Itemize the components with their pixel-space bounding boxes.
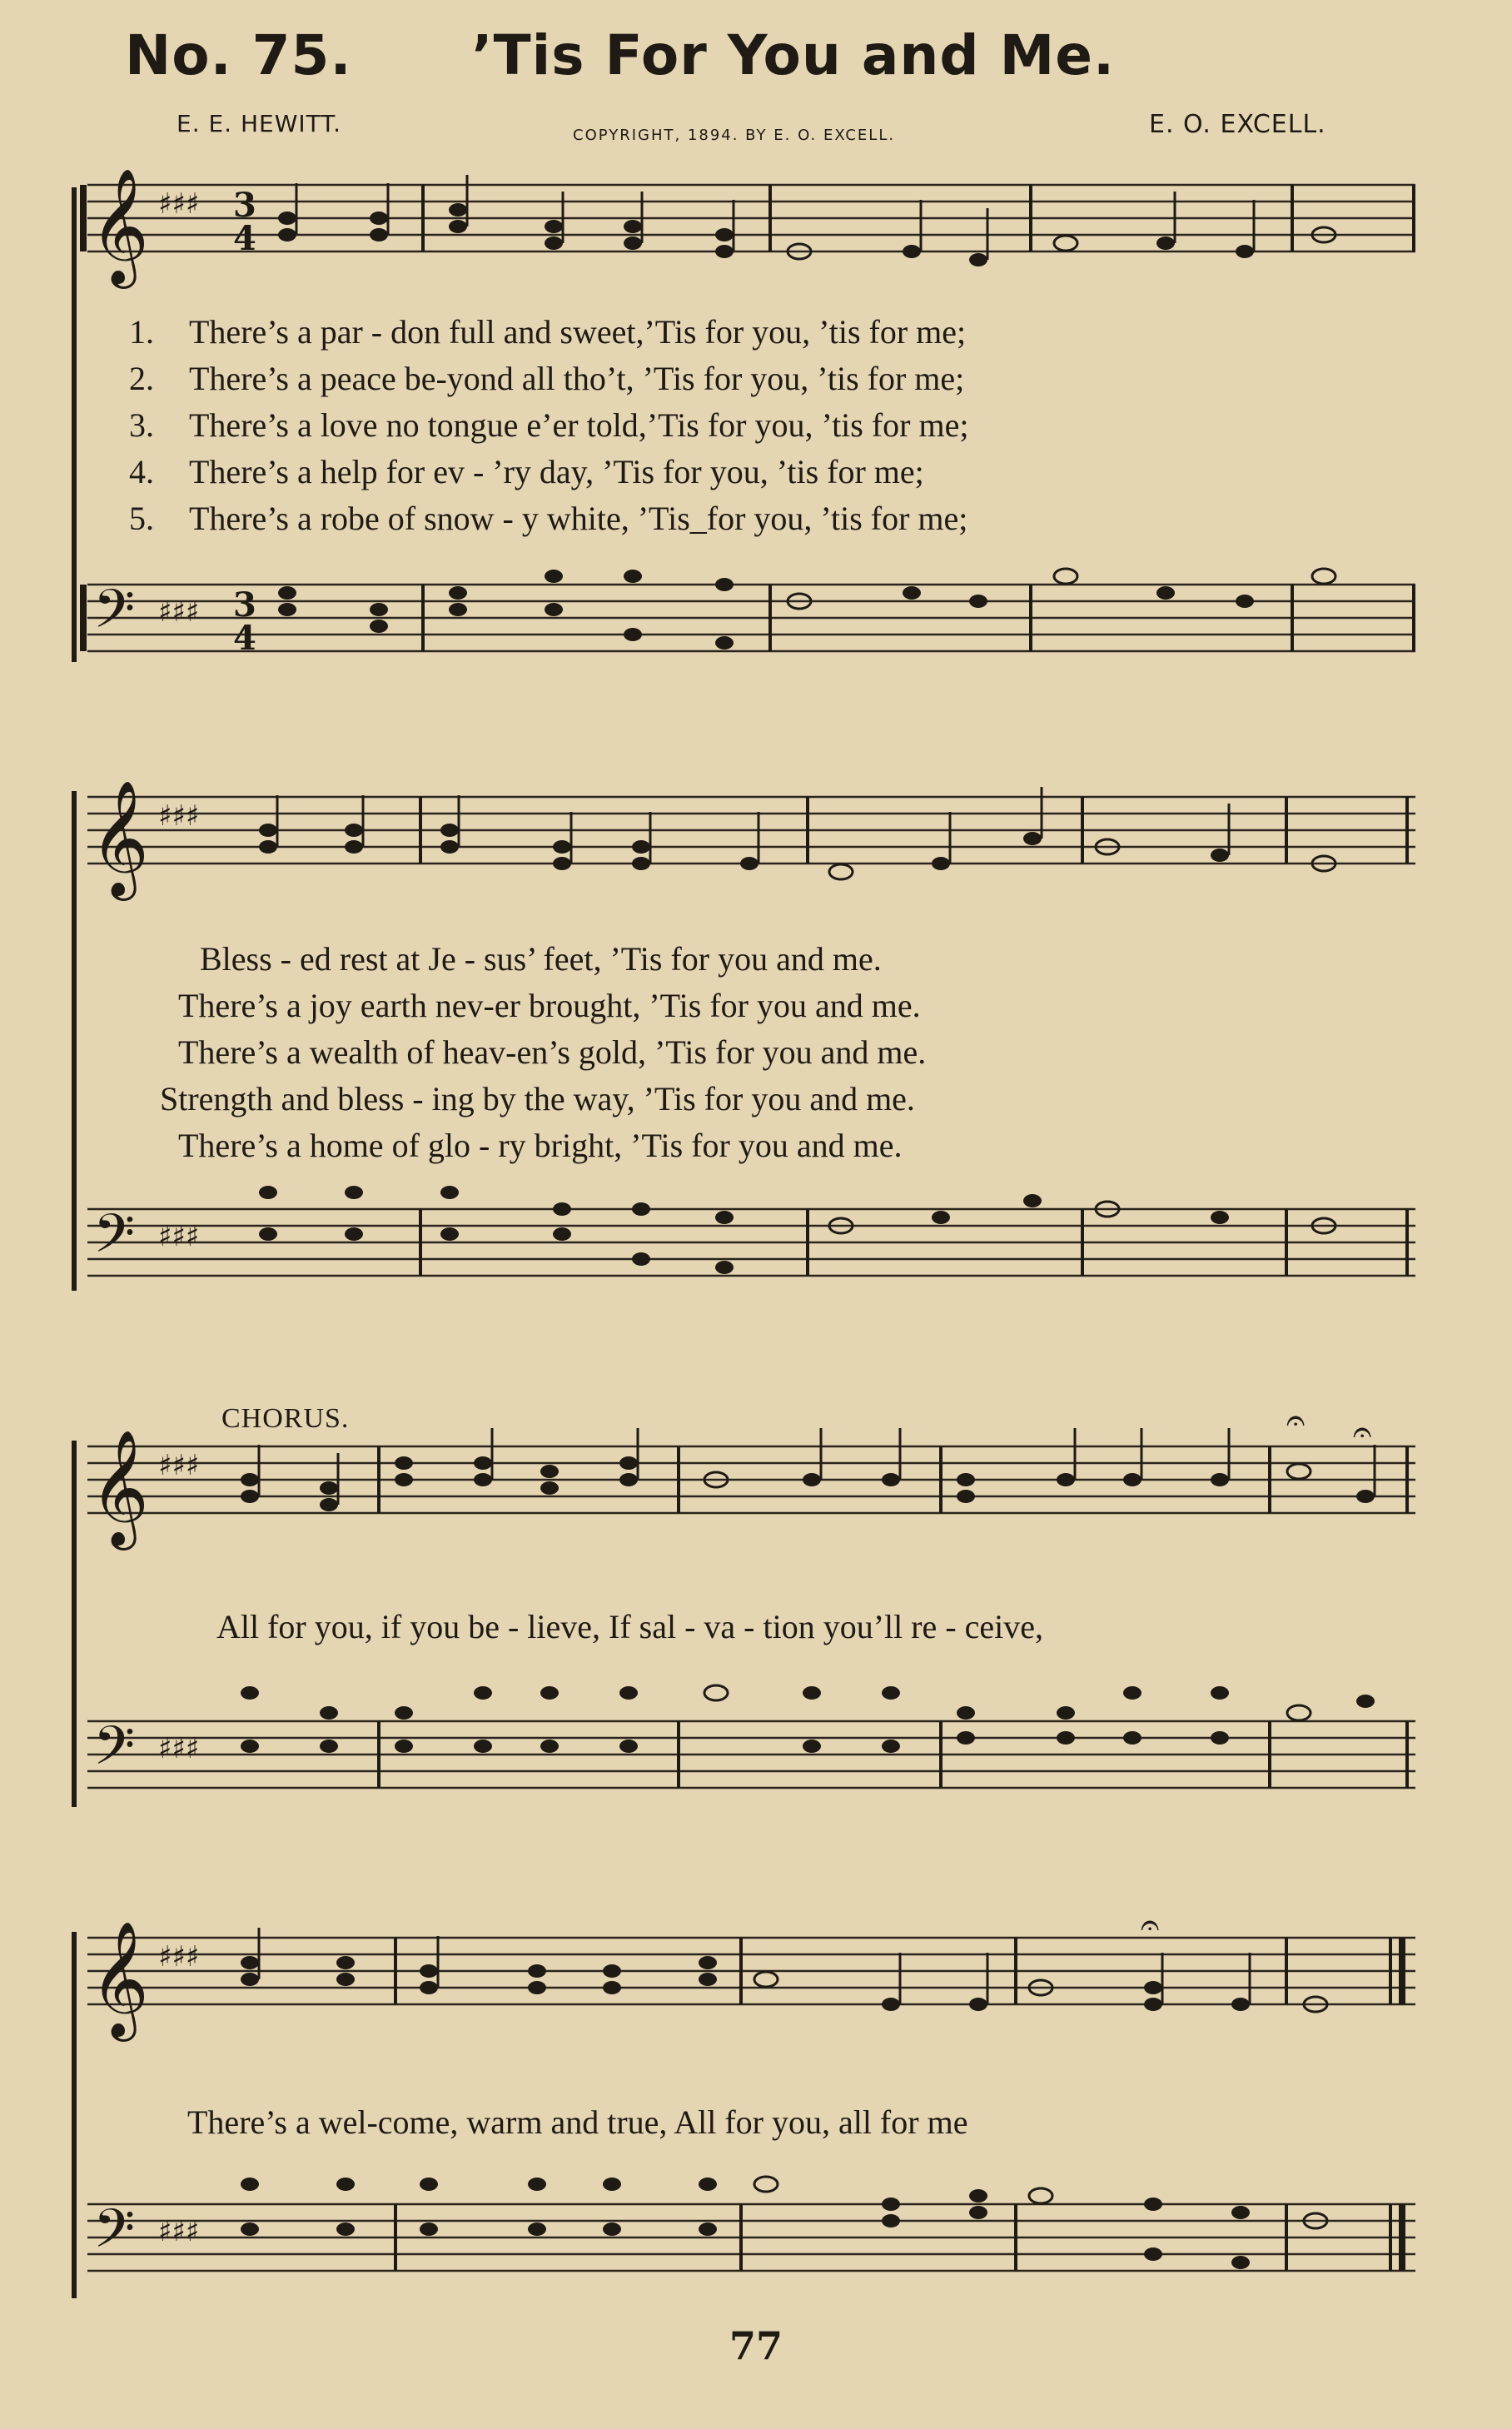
svg-text:♯♯♯: ♯♯♯ [158,1220,200,1253]
verse-line: There’s a home of glo - ry bright, ’Tis for you and me. [178,1127,903,1164]
verse-text: There’s a peace be-yond all tho’t, ’Tis for you, ’tis for me; [189,360,965,397]
treble-staff-1 [0,167,1512,291]
verse-text: There’s a love no tongue e’er told,’Tis for you, ’tis for me; [189,406,969,444]
svg-text:♯♯♯: ♯♯♯ [158,1940,200,1974]
treble-clef-icon: 𝄞 [90,168,149,284]
hymn-number: No. 75. [125,23,352,87]
page-number: 77 [729,2323,783,2368]
verse-line [129,312,966,351]
verse-line [129,359,964,398]
treble-clef-icon: 𝄞 [90,780,149,896]
svg-text:4: 4 [233,619,256,658]
verse-line [129,499,967,538]
svg-text:4: 4 [233,219,256,258]
svg-text:♯♯♯: ♯♯♯ [158,187,200,221]
verse-line [129,406,968,445]
bass-staff-4 [0,2186,1512,2311]
verse-text: There’s a help for ev - ’ry day, ’Tis for you, ’tis for me; [189,453,924,490]
chorus-line: All for you, if you be - lieve, If sal - va - tion you’ll re - ceive, [216,1608,1044,1645]
svg-text:3: 3 [233,186,256,225]
verse-line: There’s a joy earth nev-er brought, ’Tis for you and me. [178,987,921,1024]
svg-text:♯♯♯: ♯♯♯ [158,1732,200,1765]
svg-text:♯♯♯: ♯♯♯ [158,595,200,629]
bass-clef-icon: 𝄢 [93,2198,136,2273]
svg-text:♯♯♯: ♯♯♯ [158,1449,200,1482]
chorus-line: There’s a wel-come, warm and true, All for you, all for me [187,2103,968,2141]
fermata-icon: 𝄐 [1141,1906,1160,1944]
verse-number: 3. [129,406,154,444]
treble-clef-icon: 𝄞 [90,1921,149,2037]
svg-text:♯♯♯: ♯♯♯ [158,2215,200,2248]
svg-text:♯♯♯: ♯♯♯ [158,799,200,833]
hymn-title: ’Tis For You and Me. [471,23,1116,87]
composer-credit: E. O. EXCELL. [1149,110,1326,139]
verse-line [129,452,924,491]
treble-staff-4 [0,1906,1512,2044]
fermata-icon: 𝄐 [1353,1413,1372,1451]
verse-text: There’s a robe of snow - y white, ’Tis_for you, ’tis for me; [189,500,968,537]
treble-staff-2 [0,779,1512,903]
verse-line: There’s a wealth of heav-en’s gold, ’Tis for you and me. [178,1033,927,1071]
bass-clef-icon: 𝄢 [93,1203,136,1278]
verse-line: Strength and bless - ing by the way, ’Tis for you and me. [160,1080,915,1117]
verse-number: 1. [129,313,154,351]
verse-line: Bless - ed rest at Je - sus’ feet, ’Tis for you and me. [200,940,882,978]
chorus-label: CHORUS. [221,1403,350,1434]
hymn-heading [125,23,1115,87]
bass-staff-3 [0,1703,1512,1828]
bass-clef-icon: 𝄢 [93,579,136,654]
svg-text:3: 3 [233,585,256,625]
bass-staff-2 [0,1191,1512,1316]
verse-number: 2. [129,360,154,397]
verse-number: 4. [129,453,154,490]
verse-text: There’s a par - don full and sweet,’Tis for you, ’tis for me; [189,313,967,351]
copyright-notice: COPYRIGHT, 1894. BY E. O. EXCELL. [573,127,896,144]
fermata-icon: 𝄐 [1286,1401,1306,1440]
bass-clef-icon: 𝄢 [93,1715,136,1790]
treble-clef-icon: 𝄞 [90,1430,149,1546]
verse-number: 5. [129,500,154,537]
bass-staff-1 [0,566,1512,691]
lyricist-credit: E. E. HEWITT. [177,110,341,137]
